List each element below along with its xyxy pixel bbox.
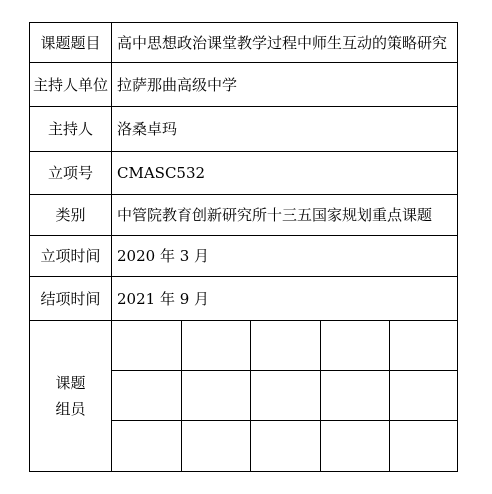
row-completion-time <box>30 277 458 321</box>
completion-time-value: 2021 年 9 月 <box>112 277 458 321</box>
member-cell <box>390 421 458 472</box>
project-number-label: 立项号 <box>30 152 112 195</box>
host-value: 洛桑卓玛 <box>112 107 458 152</box>
project-info-table <box>29 22 458 472</box>
member-cell <box>182 321 251 371</box>
completion-time-label: 结项时间 <box>30 277 112 321</box>
member-cell <box>251 371 321 421</box>
members-label-line1: 课题 <box>55 373 86 392</box>
approval-time-value: 2020 年 3 月 <box>112 236 458 277</box>
members-label-line2: 组员 <box>55 400 86 418</box>
member-cell <box>390 371 458 421</box>
members-label <box>30 321 112 472</box>
host-unit-label: 主持人单位 <box>30 63 112 107</box>
member-cell <box>112 371 182 421</box>
member-cell <box>182 371 251 421</box>
member-cell <box>321 321 390 371</box>
row-host-unit <box>30 63 458 107</box>
approval-time-label: 立项时间 <box>30 236 112 277</box>
member-cell <box>321 421 390 472</box>
row-approval-time <box>30 236 458 277</box>
member-cell <box>321 371 390 421</box>
member-cell <box>112 421 182 472</box>
topic-value: 高中思想政治课堂教学过程中师生互动的策略研究 <box>112 23 458 63</box>
member-cell <box>251 321 321 371</box>
row-topic <box>30 23 458 63</box>
host-unit-value: 拉萨那曲高级中学 <box>112 63 458 107</box>
row-host <box>30 107 458 152</box>
host-label: 主持人 <box>30 107 112 152</box>
member-cell <box>182 421 251 472</box>
topic-label: 课题题目 <box>30 23 112 63</box>
member-cell <box>251 421 321 472</box>
members-row <box>30 321 458 371</box>
project-number-value: CMASC532 <box>112 152 458 195</box>
category-label: 类别 <box>30 195 112 236</box>
member-cell <box>112 321 182 371</box>
category-value: 中管院教育创新研究所十三五国家规划重点课题 <box>112 195 458 236</box>
row-category <box>30 195 458 236</box>
member-cell <box>390 321 458 371</box>
row-project-number <box>30 152 458 195</box>
